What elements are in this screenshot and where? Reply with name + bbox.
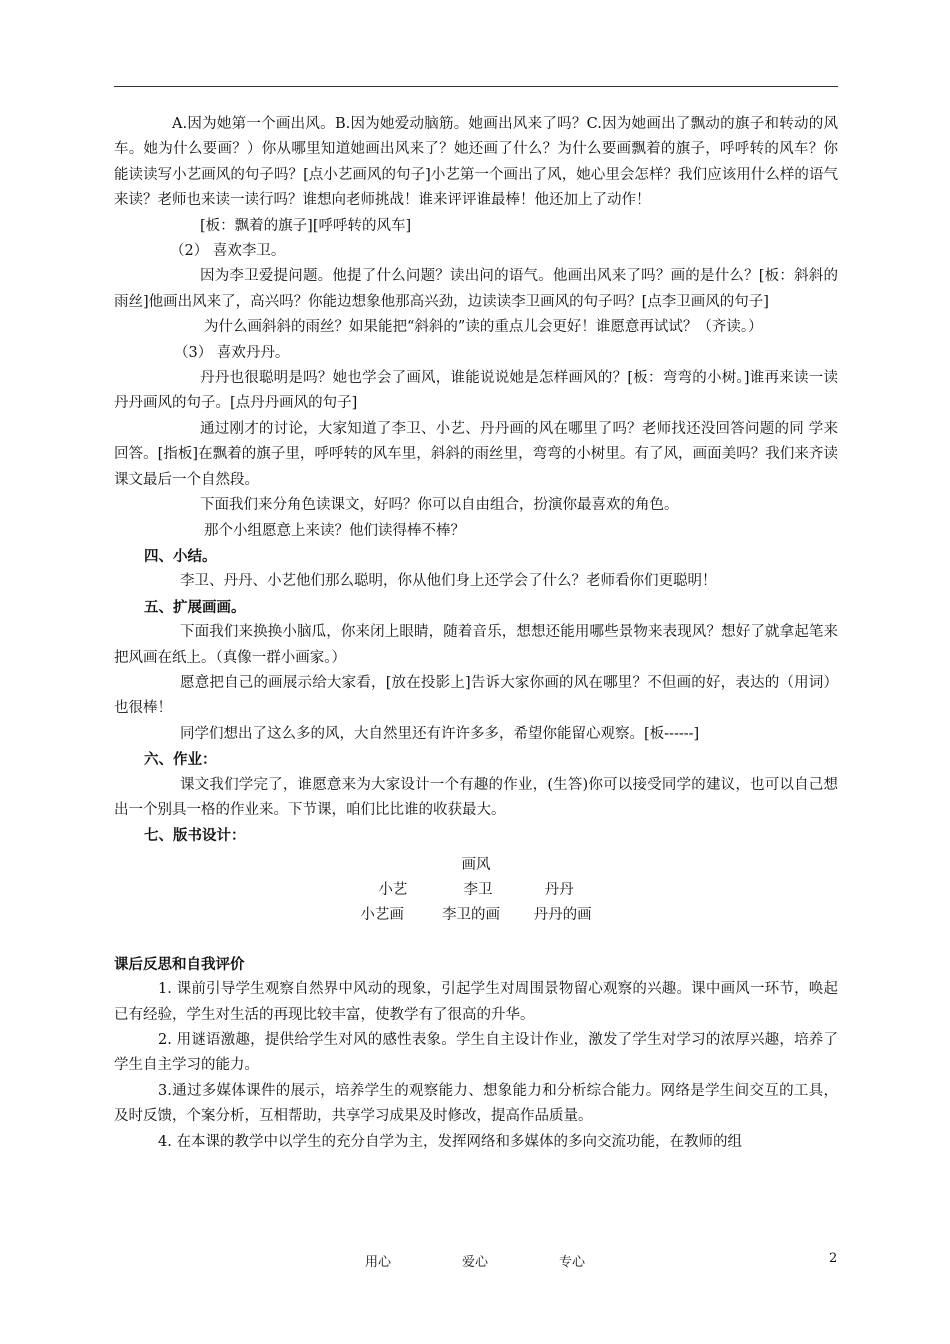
- footer-motto: [365, 1251, 585, 1270]
- paragraph: 那个小组愿意上来读？他们读得棒不棒？: [204, 522, 465, 539]
- subheading: （2） 喜欢李卫。: [170, 243, 286, 260]
- subheading: （3） 喜欢丹丹。: [174, 344, 290, 361]
- reflection-title: 课后反思和自我评价: [114, 955, 245, 973]
- paragraph: 下面我们来分角色读课文，好吗？你可以自由组合，扮演你最喜欢的角色。: [200, 497, 679, 514]
- board-cell: 小艺画: [360, 906, 404, 923]
- paragraph: 愿意把自己的画展示给大家看，[放在投影上]告诉大家你画的风在哪里？不但画的好，表达的（用词）也很棒！: [114, 674, 838, 717]
- reflection-item: 2. 用谜语激趣，提供给学生对风的感性表象。学生自主设计作业，激发了学生对学习的浓厚兴趣，培养了学生自主学习的能力。: [114, 1032, 838, 1074]
- board-cell: 李卫的画: [442, 906, 500, 923]
- board-cell: 小艺: [378, 881, 408, 898]
- reflection-item: 4. 在本课的教学中以学生的充分自学为主，发挥网络和多媒体的多向交流功能，在教师的组: [158, 1133, 742, 1150]
- paragraph: 课文我们学完了，谁愿意来为大家设计一个有趣的作业，(生答)你可以接受同学的建议，也可以自己想出一个别具一格的作业来。下节课，咱们比比谁的收获最大。: [114, 776, 838, 818]
- motto-word: 专心: [558, 1255, 585, 1270]
- paragraph: 李卫、丹丹、小艺他们那么聪明，你从他们身上还学会了什么？老师看你们更聪明！: [180, 573, 717, 590]
- board-design: [114, 853, 838, 928]
- board-cell: 丹丹: [544, 881, 574, 898]
- paragraph: A.因为她第一个画出风。B.因为她爱动脑筋。她画出风来了吗？C.因为她画出了飘动的旗子和转动的风车。她为什么要画？）你从哪里知道她画出风来了？她还画了什么？为什么要画飘着的旗子，呼呼转的风车？你能读读写小艺画风的句子吗？[点小艺画风的句子]小艺第一个画出了风，她心里会怎样？我们应该用什么样的语气来读？老师也来读一读行吗？谁想向老师挑战！谁来评评谁最棒！他还加上了动作！: [114, 116, 838, 209]
- paragraph: 丹丹也很聪明是吗？她也学会了画风，谁能说说她是怎样画风的？[板：弯弯的小树。]谁再来读一读丹丹画风的句子。[点丹丹画风的句子]: [114, 370, 838, 412]
- motto-word: 爱心: [461, 1255, 488, 1270]
- document-body: [114, 112, 838, 1155]
- paragraph: 因为李卫爱提问题。他提了什么问题？读出问的语气。他画出风来了吗？画的是什么？[板：斜斜的雨丝]他画出风来了，高兴吗？你能边想象他那高兴劲，边读读李卫画风的句子吗？[点李卫画风的句子]: [114, 268, 838, 310]
- board-row-drawings: [114, 903, 838, 928]
- reflection-item: 3.通过多媒体课件的展示，培养学生的观察能力、想象能力和分析综合能力。网络是学生间交互的工具，及时反馈，个案分析，互相帮助，共享学习成果及时修改，提高作品质量。: [114, 1082, 838, 1125]
- paragraph: 同学们想出了这么多的风，大自然里还有许许多多，希望你能留心观察。[板------]: [180, 725, 700, 742]
- reflection-item: 1. 课前引导学生观察自然界中风动的现象，引起学生对周围景物留心观察的兴趣。课中画风一环节，唤起已有经验，学生对生活的再现比较丰富，使教学有了很高的升华。: [114, 981, 838, 1023]
- section-heading: 六、作业：: [144, 751, 217, 769]
- paragraph: 通过刚才的讨论，大家知道了李卫、小艺、丹丹画的风在哪里了吗？老师找还没回答问题的同 学来回答。[指板]在飘着的旗子里，呼呼转的风车里，斜斜的雨丝里，弯弯的小树里。有了风，画面美吗？我们来齐读课文最后一个自然段。: [114, 420, 838, 488]
- section-heading: 四、小结。: [144, 547, 217, 565]
- board-title: 画风: [461, 856, 491, 873]
- paragraph: 下面我们来换换小脑瓜，你来闭上眼睛，随着音乐，想想还能用哪些景物来表现风？想好了就拿起笔来把风画在纸上。（真像一群小画家。）: [114, 624, 838, 666]
- paragraph: [板：飘着的旗子][呼呼转的风车]: [200, 217, 412, 234]
- board-row-names: [114, 878, 838, 903]
- header-rule: [114, 86, 838, 87]
- board-cell: 丹丹的画: [533, 906, 592, 923]
- paragraph: 为什么画斜斜的雨丝？如果能把“斜斜的”读的重点儿会更好！谁愿意再试试？（齐读。）: [204, 319, 763, 336]
- page-number: 2: [829, 1251, 838, 1266]
- section-heading: 五、扩展画画。: [144, 598, 246, 616]
- board-cell: 李卫: [463, 881, 493, 898]
- motto-word: 用心: [365, 1255, 392, 1270]
- section-heading: 七、版书设计：: [144, 827, 246, 845]
